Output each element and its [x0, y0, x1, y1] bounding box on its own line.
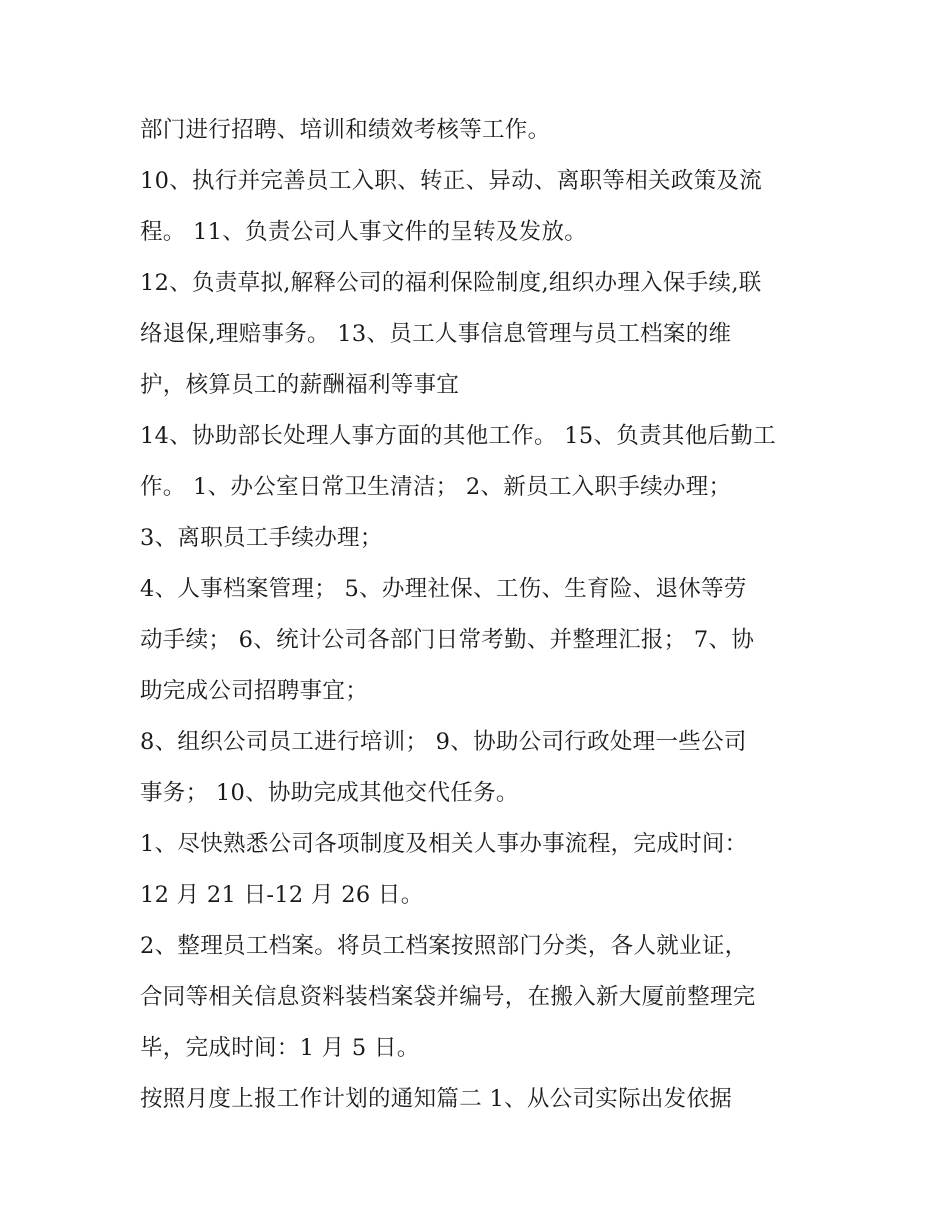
- text-line: 8、组织公司员工进行培训； 9、协助公司行政处理一些公司: [140, 729, 747, 755]
- text-line: 12、负责草拟,解释公司的福利保险制度,组织办理入保手续,联: [140, 270, 762, 296]
- text-line: 部门进行招聘、培训和绩效考核等工作。: [140, 117, 551, 143]
- text-line: 3、离职员工手续办理；: [140, 525, 383, 551]
- text-line: 4、人事档案管理； 5、办理社保、工伤、生育险、退休等劳: [140, 576, 747, 602]
- text-line: 合同等相关信息资料装档案袋并编号，在搬入新大厦前整理完: [140, 984, 756, 1010]
- text-line: 2、整理员工档案。将员工档案按照部门分类，各人就业证，: [140, 933, 748, 959]
- text-line: 14、协助部长处理人事方面的其他工作。 15、负责其他后勤工: [140, 423, 776, 449]
- text-line: 按照月度上报工作计划的通知篇二 1、从公司实际出发依据: [140, 1086, 733, 1112]
- text-line: 1、尽快熟悉公司各项制度及相关人事办事流程，完成时间：: [140, 831, 748, 857]
- text-line: 助完成公司招聘事宜；: [140, 678, 369, 704]
- text-line: 护，核算员工的薪酬福利等事宜: [140, 372, 460, 398]
- text-line: 动手续； 6、统计公司各部门日常考勤、并整理汇报； 7、协: [140, 627, 755, 653]
- text-line: 程。 11、负责公司人事文件的呈转及发放。: [140, 219, 588, 245]
- text-line: 络退保,理赔事务。 13、员工人事信息管理与员工档案的维: [140, 321, 732, 347]
- text-line: 毕，完成时间：1 月 5 日。: [140, 1035, 420, 1061]
- text-line: 10、执行并完善员工入职、转正、异动、离职等相关政策及流: [140, 168, 763, 194]
- text-line: 作。 1、办公室日常卫生清洁； 2、新员工入职手续办理；: [140, 474, 732, 500]
- text-line: 12 月 21 日-12 月 26 日。: [140, 882, 424, 908]
- text-line: 事务； 10、协助完成其他交代任务。: [140, 780, 519, 806]
